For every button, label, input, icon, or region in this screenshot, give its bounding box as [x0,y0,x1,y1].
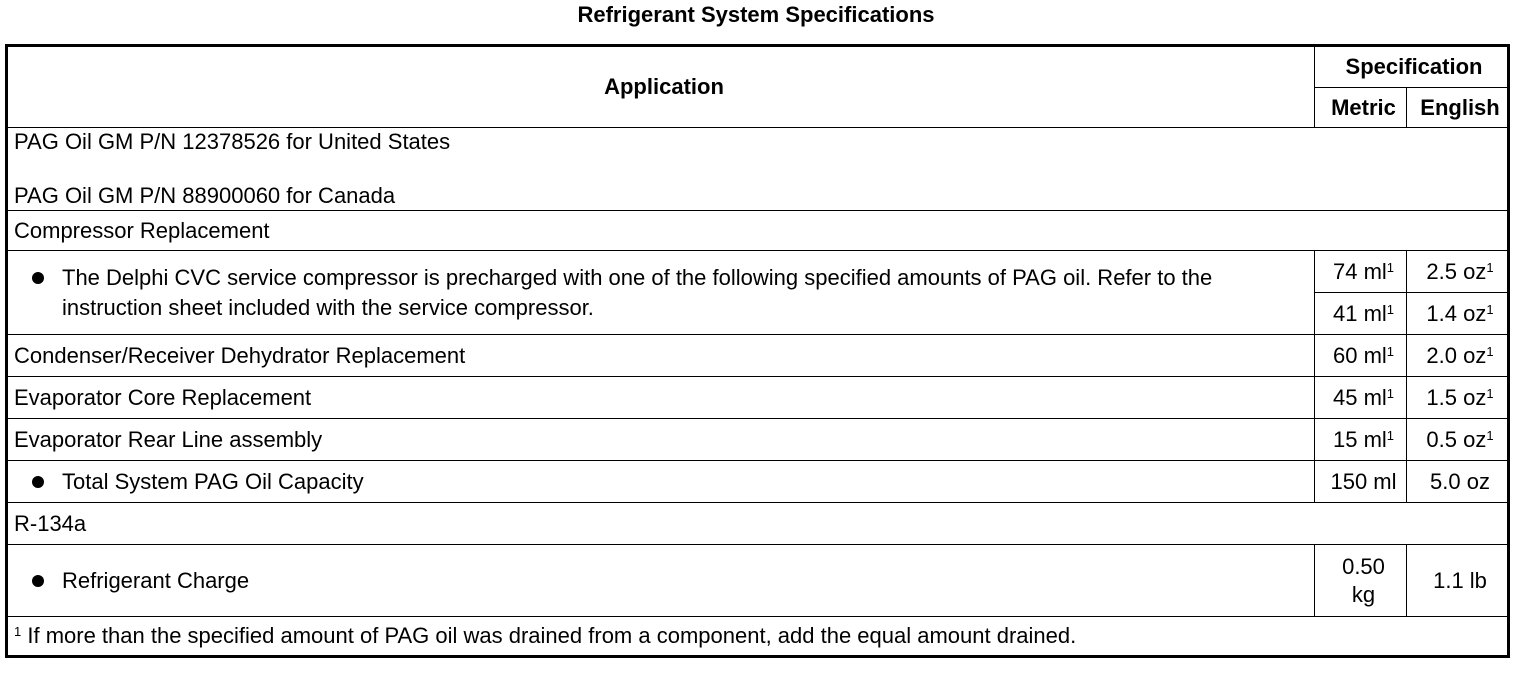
metric-text: 60 ml [1332,342,1387,368]
total-cell [7,461,1315,503]
english-value [1407,335,1509,377]
table-row [7,335,1509,377]
table-row [7,377,1509,419]
footnote-marker: 1 [1486,301,1494,317]
english-value [1407,293,1509,335]
refrigerant-charge-cell [7,545,1315,617]
english-value [1407,419,1509,461]
refrigerant-charge-metric [1315,545,1407,617]
bullet-icon [32,476,44,488]
english-text: 2.5 oz [1426,258,1487,284]
english-text: 1.4 oz [1426,300,1487,326]
metric-value [1315,377,1407,419]
compressor-note-row [7,251,1509,293]
metric-value [1315,335,1407,377]
metric-text: 41 ml [1332,300,1387,326]
english-value [1407,377,1509,419]
refrigerant-section-label: R-134a [7,503,1509,545]
english-text: 2.0 oz [1426,342,1487,368]
refrigerant-charge-english: 1.1 lb [1407,545,1509,617]
metric-value [1315,293,1407,335]
oil-part-number-canada: PAG Oil GM P/N 88900060 for Canada [14,183,396,208]
total-english-value: 5.0 oz [1407,461,1509,503]
footnote-marker: 1 [1486,343,1494,359]
refrigerant-charge-label: Refrigerant Charge [62,567,250,593]
footnote-marker: 1 [1486,427,1494,443]
specifications-table [5,44,1510,658]
metric-value [1315,251,1407,293]
oil-part-number-us: PAG Oil GM P/N 12378526 for United States [14,129,451,154]
compressor-section-label: Compressor Replacement [7,211,1509,251]
footnote-row [7,617,1509,657]
application-cell: Evaporator Rear Line assembly [7,419,1315,461]
oil-part-numbers-cell [7,128,1509,211]
refrigerant-charge-row [7,545,1509,617]
metric-value [1315,419,1407,461]
compressor-note-cell [7,251,1315,335]
metric-text: 74 ml [1332,258,1387,284]
footnote-marker: 1 [14,624,22,639]
footnote-cell [7,617,1509,657]
metric-unit-line: kg [1351,581,1376,607]
application-cell: Condenser/Receiver Dehydrator Replacement [7,335,1315,377]
oil-part-numbers-row [7,128,1509,211]
bullet-icon [32,272,44,284]
footnote-marker: 1 [1486,259,1494,275]
footnote-marker: 1 [1386,259,1395,275]
english-value [1407,251,1509,293]
metric-text: 15 ml [1332,426,1387,452]
metric-header: Metric [1315,88,1407,128]
header-row [7,46,1509,88]
refrigerant-section-row [7,503,1509,545]
application-header: Application [7,46,1315,128]
metric-value-line: 0.50 [1342,553,1385,579]
footnote-marker: 1 [1486,385,1494,401]
footnote-marker: 1 [1386,385,1395,401]
metric-text: 45 ml [1332,384,1387,410]
footnote-marker: 1 [1386,427,1395,443]
specification-header: Specification [1315,46,1509,88]
total-row [7,461,1509,503]
footnote-text: If more than the specified amount of PAG oil was drained from a component, add the equal amount drained. [27,623,1077,648]
total-label: Total System PAG Oil Capacity [62,468,364,494]
compressor-section-row [7,211,1509,251]
table-row [7,419,1509,461]
footnote-marker: 1 [1386,343,1395,359]
compressor-note-text: The Delphi CVC service compressor is precharged with one of the following specified amounts of PAG oil. Refer to the instruction sheet included with the service compressor. [62,264,1213,320]
english-text: 1.5 oz [1426,384,1487,410]
total-metric-value: 150 ml [1315,461,1407,503]
application-cell: Evaporator Core Replacement [7,377,1315,419]
bullet-icon [32,575,44,587]
english-text: 0.5 oz [1426,426,1487,452]
footnote-marker: 1 [1386,301,1395,317]
english-header: English [1407,88,1509,128]
page-title: Refrigerant System Specifications [577,2,935,27]
